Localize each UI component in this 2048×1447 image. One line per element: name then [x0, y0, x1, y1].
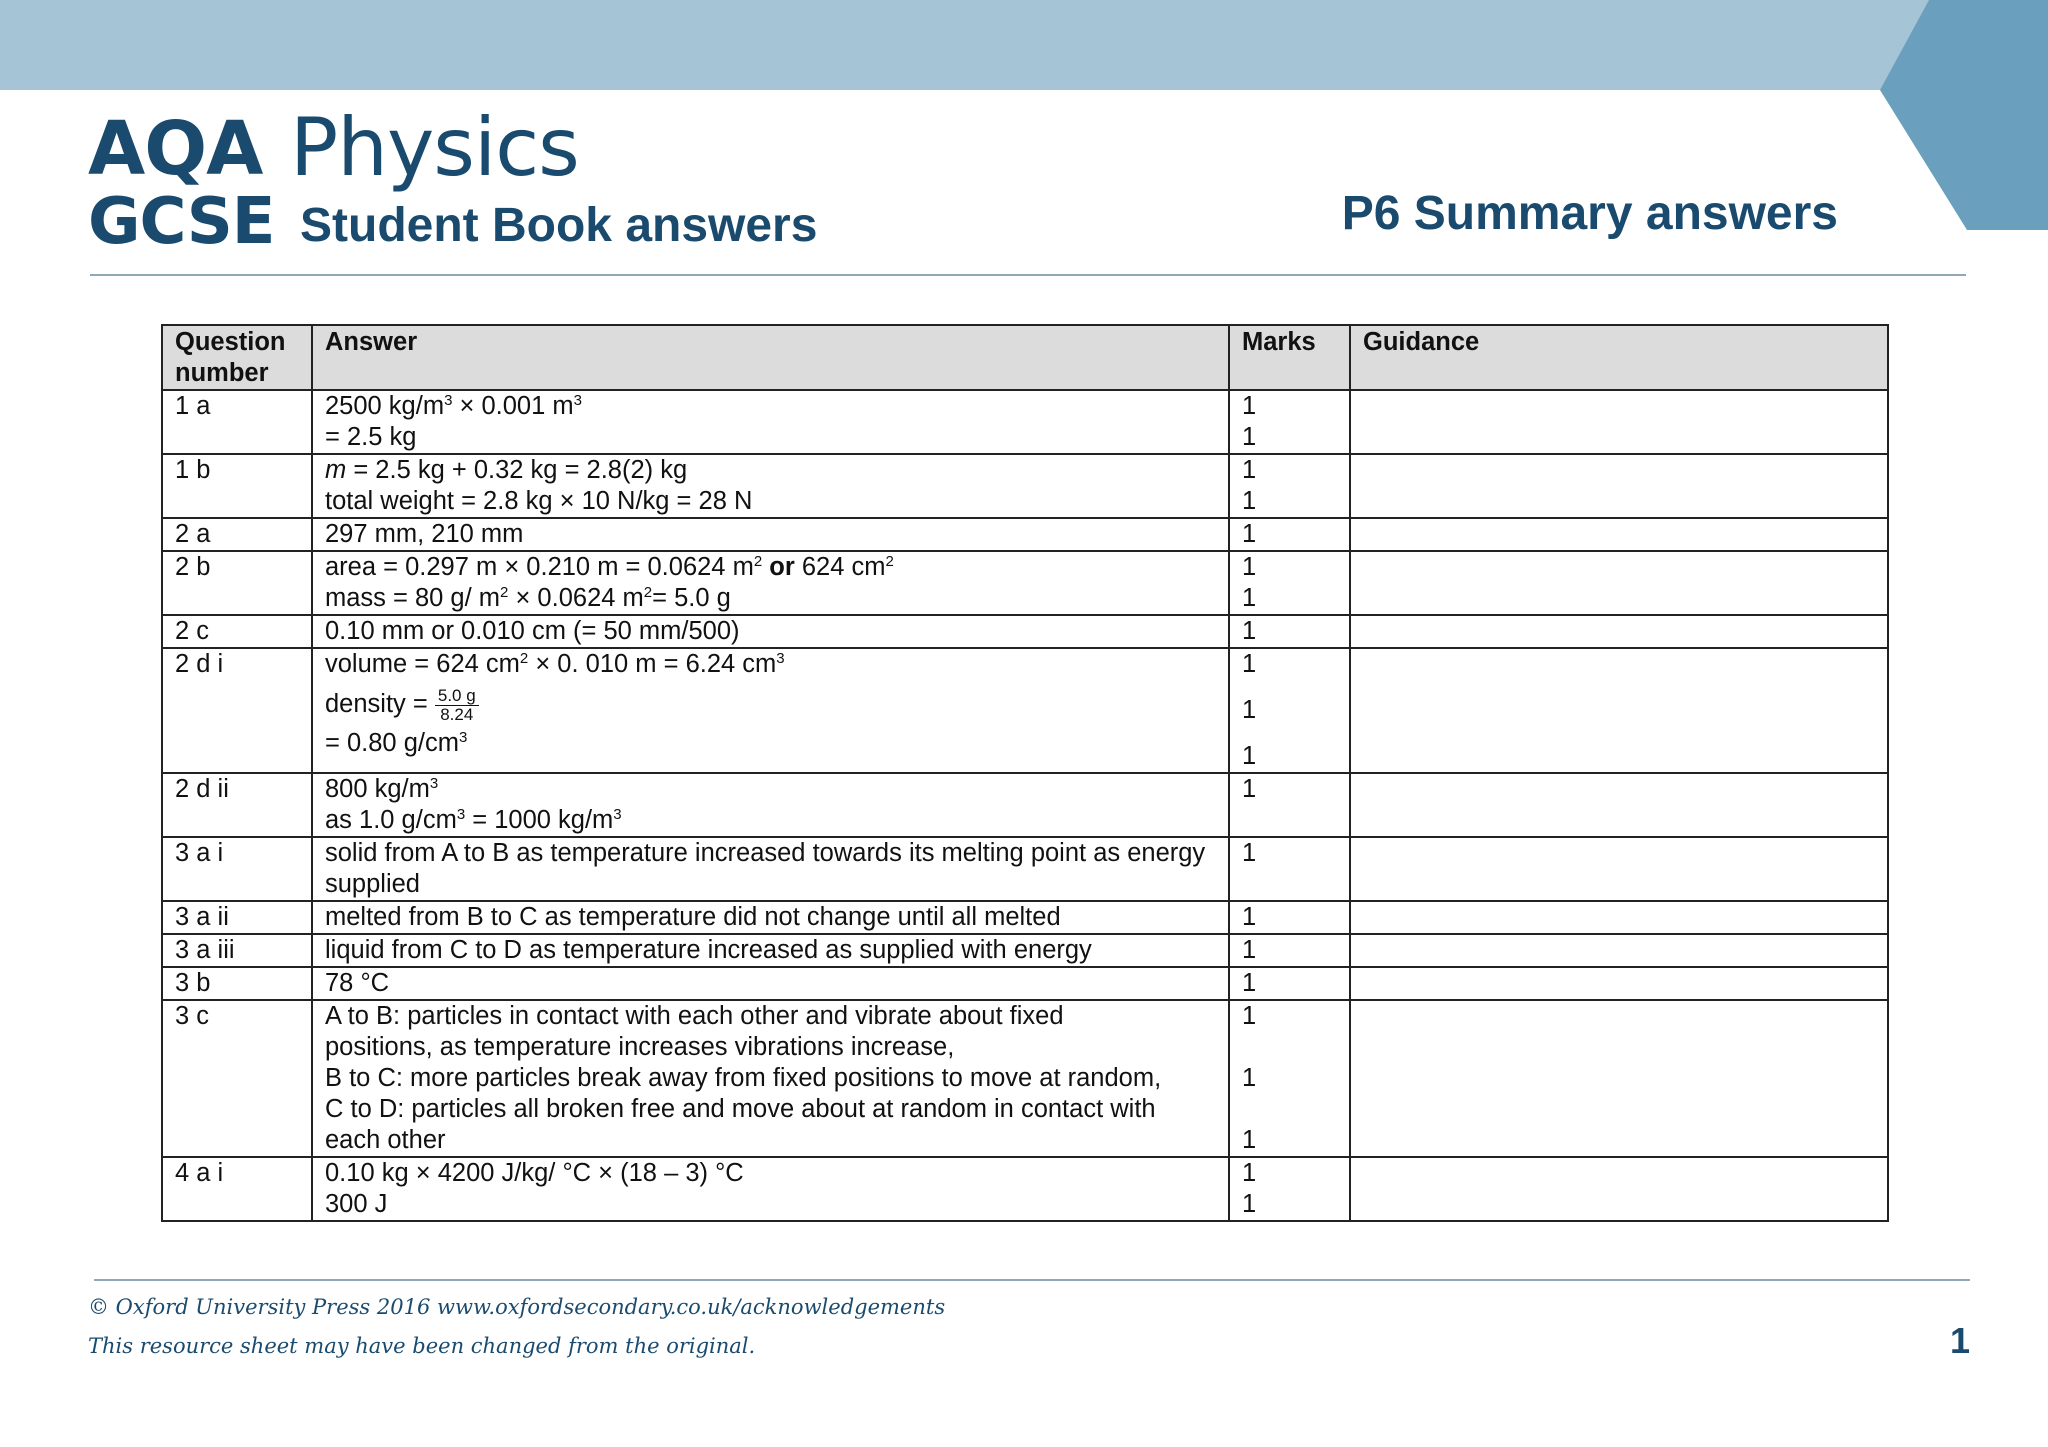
- mark: 1: [1242, 839, 1257, 867]
- answer-cell: [312, 551, 1229, 615]
- answer-text: × 0.001 m: [452, 392, 574, 420]
- answers-table: [161, 324, 1889, 1222]
- answer-text: = 2.5 kg: [325, 423, 417, 451]
- mark: 1: [1242, 520, 1257, 548]
- logo-gcse: GCSE: [88, 185, 275, 259]
- answer-text: density =: [325, 690, 435, 718]
- question-number: 2 c: [162, 615, 312, 648]
- table-row: [162, 901, 1888, 934]
- logo-subject: Physics: [290, 101, 579, 194]
- mark: 1: [1242, 742, 1257, 770]
- answer-text: = 2.5 kg + 0.32 kg = 2.8(2) kg: [346, 456, 688, 484]
- footer-note: This resource sheet may have been changed from the original.: [88, 1334, 756, 1358]
- table-row: [162, 648, 1888, 773]
- table-row: [162, 454, 1888, 518]
- mark: 1: [1242, 696, 1257, 724]
- guidance-cell: [1350, 837, 1888, 901]
- table-row: [162, 934, 1888, 967]
- superscript: 3: [456, 806, 466, 823]
- header-marks: Marks: [1229, 325, 1350, 390]
- marks-cell: [1229, 967, 1350, 1000]
- answer-cell: [312, 934, 1229, 967]
- answer-cell: [312, 773, 1229, 837]
- fraction-numerator: 5.0 g: [435, 687, 479, 706]
- mark: 1: [1242, 903, 1257, 931]
- answer-cell: [312, 1000, 1229, 1157]
- answer-text: C to D: particles all broken free and move about at random in contact with: [325, 1095, 1156, 1123]
- mark: 1: [1242, 553, 1257, 581]
- superscript: 3: [458, 729, 468, 746]
- guidance-cell: [1350, 648, 1888, 773]
- header-divider: [90, 274, 1966, 276]
- guidance-cell: [1350, 615, 1888, 648]
- superscript: 2: [500, 584, 509, 601]
- answer-text: volume = 624 cm: [325, 650, 520, 678]
- guidance-cell: [1350, 551, 1888, 615]
- table-row: [162, 390, 1888, 454]
- question-number: 1 a: [162, 390, 312, 454]
- question-number: 3 c: [162, 1000, 312, 1157]
- answer-text: = 0.80 g/cm: [325, 729, 459, 757]
- footer-copyright: © Oxford University Press 2016 www.oxfordsecondary.co.uk/acknowledgements: [88, 1295, 946, 1319]
- answer-text: liquid from C to D as temperature increased as supplied with energy: [325, 936, 1092, 964]
- answer-text: 0.10 kg × 4200 J/kg/ °C × (18 – 3) °C: [325, 1159, 744, 1187]
- answer-text: B to C: more particles break away from fixed positions to move at random,: [325, 1064, 1162, 1092]
- answer-text: each other: [325, 1126, 446, 1154]
- mark: 1: [1242, 423, 1257, 451]
- answer-cell: [312, 518, 1229, 551]
- answer-cell: [312, 967, 1229, 1000]
- superscript: 2: [643, 584, 653, 601]
- superscript: 3: [776, 650, 785, 667]
- book-subtitle: Student Book answers: [300, 199, 818, 252]
- answer-text: 297 mm, 210 mm: [325, 520, 524, 548]
- superscript: 3: [613, 806, 622, 823]
- logo-aqa: AQA: [88, 106, 263, 192]
- mark: 1: [1242, 392, 1257, 420]
- answer-text: positions, as temperature increases vibrations increase,: [325, 1033, 955, 1061]
- marks-cell: [1229, 934, 1350, 967]
- header-banner: [0, 0, 2048, 90]
- table-row: [162, 1000, 1888, 1157]
- table-header-row: [162, 325, 1888, 390]
- mark: 1: [1242, 936, 1257, 964]
- table-row: [162, 837, 1888, 901]
- answer-text: 0.10 mm or 0.010 cm (= 50 mm/500): [325, 617, 740, 645]
- answer-text: 300 J: [325, 1190, 388, 1218]
- guidance-cell: [1350, 773, 1888, 837]
- answer-text: A to B: particles in contact with each other and vibrate about fixed: [325, 1002, 1064, 1030]
- answer-text: total weight = 2.8 kg × 10 N/kg = 28 N: [325, 487, 753, 515]
- answer-or: or: [769, 553, 795, 581]
- question-number: 2 a: [162, 518, 312, 551]
- answer-text: 78 °C: [325, 969, 390, 997]
- answer-text: = 1000 kg/m: [465, 806, 614, 834]
- marks-cell: [1229, 454, 1350, 518]
- mark: 1: [1242, 487, 1257, 515]
- answer-text: 800 kg/m: [325, 775, 430, 803]
- marks-cell: [1229, 615, 1350, 648]
- mark: 1: [1242, 456, 1257, 484]
- mark: 1: [1242, 650, 1257, 678]
- superscript: 2: [519, 650, 529, 667]
- marks-cell: [1229, 773, 1350, 837]
- answer-text: solid from A to B as temperature increased towards its melting point as energy supplied: [325, 839, 1206, 898]
- answer-cell: [312, 390, 1229, 454]
- superscript: 2: [753, 553, 763, 570]
- guidance-cell: [1350, 390, 1888, 454]
- header-question-number: [162, 325, 312, 390]
- header-guidance: Guidance: [1350, 325, 1888, 390]
- answer-text: 2500 kg/m: [325, 392, 445, 420]
- header-answer: Answer: [312, 325, 1229, 390]
- answer-text: 624 cm: [794, 553, 886, 581]
- guidance-cell: [1350, 967, 1888, 1000]
- superscript: 3: [573, 392, 582, 409]
- marks-cell: [1229, 551, 1350, 615]
- answer-text: = 5.0 g: [652, 584, 731, 612]
- marks-cell: [1229, 837, 1350, 901]
- table-row: [162, 551, 1888, 615]
- mark: 1: [1242, 1126, 1257, 1154]
- answer-cell: [312, 454, 1229, 518]
- answer-text: area = 0.297 m × 0.210 m = 0.0624 m: [325, 553, 754, 581]
- fraction-denominator: 8.24: [440, 704, 474, 724]
- table-row: [162, 773, 1888, 837]
- answer-cell: [312, 901, 1229, 934]
- answer-text: × 0. 010 m = 6.24 cm: [528, 650, 777, 678]
- answer-cell: [312, 837, 1229, 901]
- question-number: 2 d i: [162, 648, 312, 773]
- question-number: 3 b: [162, 967, 312, 1000]
- footer-divider: [94, 1279, 1970, 1281]
- answer-cell: [312, 1157, 1229, 1221]
- mark: 1: [1242, 969, 1257, 997]
- answer-cell: [312, 648, 1229, 773]
- question-number: 3 a ii: [162, 901, 312, 934]
- table-row: [162, 615, 1888, 648]
- guidance-cell: [1350, 934, 1888, 967]
- marks-cell: [1229, 648, 1350, 773]
- guidance-cell: [1350, 901, 1888, 934]
- page-number: 1: [1949, 1320, 1970, 1361]
- mark: 1: [1242, 775, 1257, 803]
- header-question-line1: Question: [175, 328, 286, 356]
- answer-text: as 1.0 g/cm: [325, 806, 457, 834]
- guidance-cell: [1350, 454, 1888, 518]
- table-row: [162, 1157, 1888, 1221]
- guidance-cell: [1350, 1000, 1888, 1157]
- guidance-cell: [1350, 518, 1888, 551]
- question-number: 4 a i: [162, 1157, 312, 1221]
- answer-cell: [312, 615, 1229, 648]
- answer-text: mass = 80 g/ m: [325, 584, 501, 612]
- marks-cell: [1229, 518, 1350, 551]
- table-row: [162, 967, 1888, 1000]
- table-row: [162, 518, 1888, 551]
- marks-cell: [1229, 1000, 1350, 1157]
- superscript: 2: [885, 553, 894, 570]
- guidance-cell: [1350, 1157, 1888, 1221]
- question-number: 1 b: [162, 454, 312, 518]
- mark: 1: [1242, 1002, 1257, 1030]
- marks-cell: [1229, 1157, 1350, 1221]
- marks-cell: [1229, 901, 1350, 934]
- page-title: P6 Summary answers: [1341, 187, 1838, 240]
- question-number: 2 d ii: [162, 773, 312, 837]
- marks-cell: [1229, 390, 1350, 454]
- mark: 1: [1242, 584, 1257, 612]
- answer-text: melted from B to C as temperature did not change until all melted: [325, 903, 1061, 931]
- density-fraction: [435, 687, 479, 724]
- superscript: 3: [429, 775, 439, 792]
- question-number: 2 b: [162, 551, 312, 615]
- question-number: 3 a i: [162, 837, 312, 901]
- header-question-line2: number: [175, 359, 269, 387]
- question-number: 3 a iii: [162, 934, 312, 967]
- answer-text: × 0.0624 m: [508, 584, 644, 612]
- mark: 1: [1242, 1190, 1257, 1218]
- mark: 1: [1242, 1159, 1257, 1187]
- mark: 1: [1242, 617, 1257, 645]
- mark: 1: [1242, 1064, 1257, 1092]
- superscript: 3: [444, 392, 453, 409]
- variable-m: m: [325, 456, 347, 484]
